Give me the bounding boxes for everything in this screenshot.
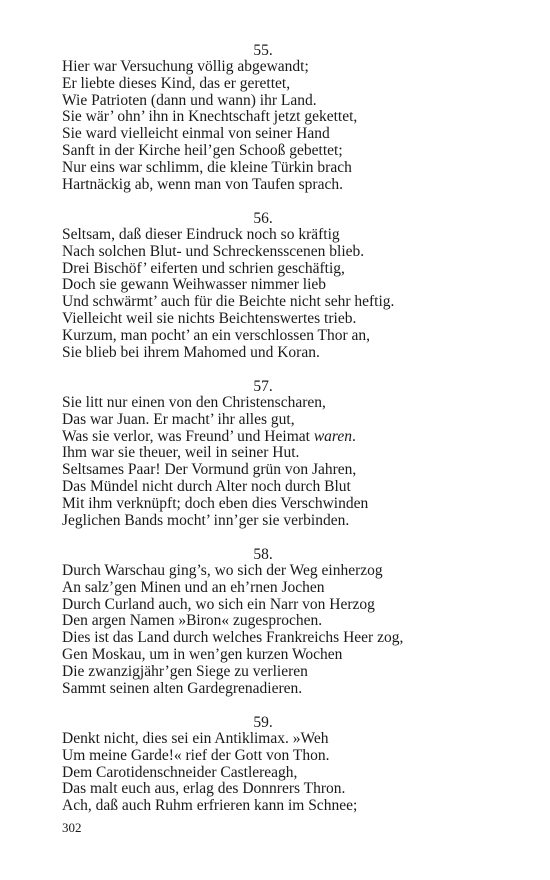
verse-line: Nur eins war schlimm, die kleine Türkin brach bbox=[62, 158, 352, 176]
verse-line: Sanft in der Kirche heil’gen Schooß gebettet; bbox=[62, 141, 343, 159]
emphasized-word: waren bbox=[313, 427, 352, 445]
stanza-59 bbox=[62, 714, 502, 815]
verse-line: Kurzum, man pocht’ an ein verschlossen Thor an, bbox=[62, 326, 371, 344]
verse-line: Doch sie gewann Weihwasser nimmer lieb bbox=[62, 276, 327, 294]
verse-line: Dies ist das Land durch welches Frankreichs Heer zog, bbox=[62, 629, 404, 647]
stanza-number: 56. bbox=[253, 210, 273, 227]
stanza-55 bbox=[62, 42, 502, 193]
stanza-number: 58. bbox=[253, 546, 273, 563]
verse-line: Das malt euch aus, erlag des Donnrers Thron. bbox=[62, 780, 346, 798]
verse-line: Dem Carotidenschneider Castlereagh, bbox=[62, 763, 298, 781]
verse-line: Er liebte dieses Kind, das er gerettet, bbox=[62, 74, 291, 92]
verse-line-punctuation: . bbox=[352, 427, 356, 445]
verse-line: Seltsames Paar! Der Vormund grün von Jahren, bbox=[62, 461, 357, 479]
verse-line: Den argen Namen »Biron« zugesprochen. bbox=[62, 612, 323, 630]
stanza-58 bbox=[62, 546, 502, 697]
stanza-number: 57. bbox=[253, 378, 273, 395]
verse-line: Ihm war sie theuer, weil in seiner Hut. bbox=[62, 444, 300, 462]
verse-line-text: Was sie verlor, was Freund’ und Heimat bbox=[62, 427, 314, 445]
verse-line: Gen Moskau, um in wen’gen kurzen Wochen bbox=[62, 645, 343, 663]
page-number: 302 bbox=[62, 820, 82, 835]
verse-line: Das Mündel nicht durch Alter noch durch Blut bbox=[62, 477, 351, 495]
stanza-56 bbox=[62, 210, 502, 361]
verse-line bbox=[62, 429, 502, 446]
verse-line: Sie wär’ ohn’ ihn in Knechtschaft jetzt gekettet, bbox=[62, 108, 358, 126]
verse-line: An salz’gen Minen und an eh’rnen Jochen bbox=[62, 578, 325, 596]
verse-line: Mit ihm verknüpft; doch eben dies Verschwinden bbox=[62, 494, 369, 512]
verse-line: Das war Juan. Er macht’ ihr alles gut, bbox=[62, 410, 295, 428]
verse-line: Sammt seinen alten Gardegrenadieren. bbox=[62, 679, 303, 697]
verse-line: Durch Warschau ging’s, wo sich der Weg einherzog bbox=[62, 562, 383, 579]
stanza-57 bbox=[62, 378, 502, 529]
verse-line: Ach, daß auch Ruhm erfrieren kann im Schnee; bbox=[62, 797, 358, 815]
verse-line: Seltsam, daß dieser Eindruck noch so kräftig bbox=[62, 226, 340, 243]
verse-line: Nach solchen Blut- und Schreckensscenen blieb. bbox=[62, 242, 365, 260]
verse-line: Und schwärmt’ auch für die Beichte nicht sehr heftig. bbox=[62, 293, 395, 311]
verse-line: Um meine Garde!« rief der Gott von Thon. bbox=[62, 746, 330, 764]
verse-line: Sie ward vielleicht einmal von seiner Hand bbox=[62, 125, 330, 143]
stanza-number: 55. bbox=[253, 42, 273, 59]
verse-line: Denkt nicht, dies sei ein Antiklimax. »Weh bbox=[62, 730, 329, 747]
verse-line: Hier war Versuchung völlig abgewandt; bbox=[62, 58, 309, 75]
verse-line: Jeglichen Bands mocht’ inn’ger sie verbinden. bbox=[62, 511, 350, 529]
verse-line: Wie Patrioten (dann und wann) ihr Land. bbox=[62, 91, 317, 109]
verse-line: Sie blieb bei ihrem Mahomed und Koran. bbox=[62, 343, 320, 361]
verse-line: Sie litt nur einen von den Christenscharen, bbox=[62, 394, 326, 411]
verse-line: Die zwanzigjähr’gen Siege zu verlieren bbox=[62, 662, 308, 680]
verse-line: Vielleicht weil sie nichts Beichtenswertes trieb. bbox=[62, 309, 357, 327]
verse-line: Drei Bischöf’ eiferten und schrien geschäftig, bbox=[62, 259, 345, 277]
stanza-number: 59. bbox=[253, 714, 273, 731]
verse-line: Durch Curland auch, wo sich ein Narr von Herzog bbox=[62, 595, 375, 613]
verse-line: Hartnäckig ab, wenn man von Taufen sprach. bbox=[62, 175, 343, 193]
